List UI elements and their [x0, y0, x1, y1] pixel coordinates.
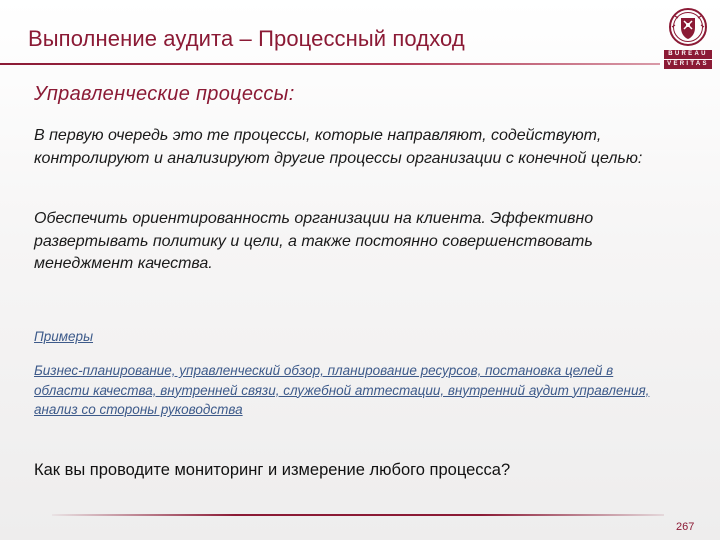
logo-word-bureau: BUREAU — [664, 50, 712, 59]
examples-link[interactable]: Примеры — [34, 329, 94, 344]
bureau-veritas-seal-icon — [664, 6, 712, 50]
question-text: Как вы проводите мониторинг и измерение любого процесса? — [34, 461, 511, 479]
title-divider — [0, 63, 660, 65]
logo-word-veritas: VERITAS — [664, 60, 712, 69]
examples-list-link[interactable]: Бизнес-планирование, управленческий обзор, планирование ресурсов, постановка целей в области качества, внутренней связи, служебной аттестации, внутренний аудит управления, анализ со стороны руководства — [34, 363, 650, 417]
page-number: 267 — [676, 521, 695, 533]
goal-paragraph: Обеспечить ориентированность организации на клиента. Эффективно развертывать политику и цели, а также постоянно совершенствовать менеджмент качества. — [34, 210, 594, 272]
slide-title: Выполнение аудита – Процессный подход — [28, 26, 465, 51]
definition-paragraph: В первую очередь это те процессы, которые направляют, содействуют, контролируют и анализируют другие процессы организации с конечной целью: — [34, 127, 643, 167]
bureau-veritas-logo — [664, 6, 712, 68]
section-heading: Управленческие процессы: — [34, 83, 295, 105]
footer-divider — [52, 514, 664, 516]
